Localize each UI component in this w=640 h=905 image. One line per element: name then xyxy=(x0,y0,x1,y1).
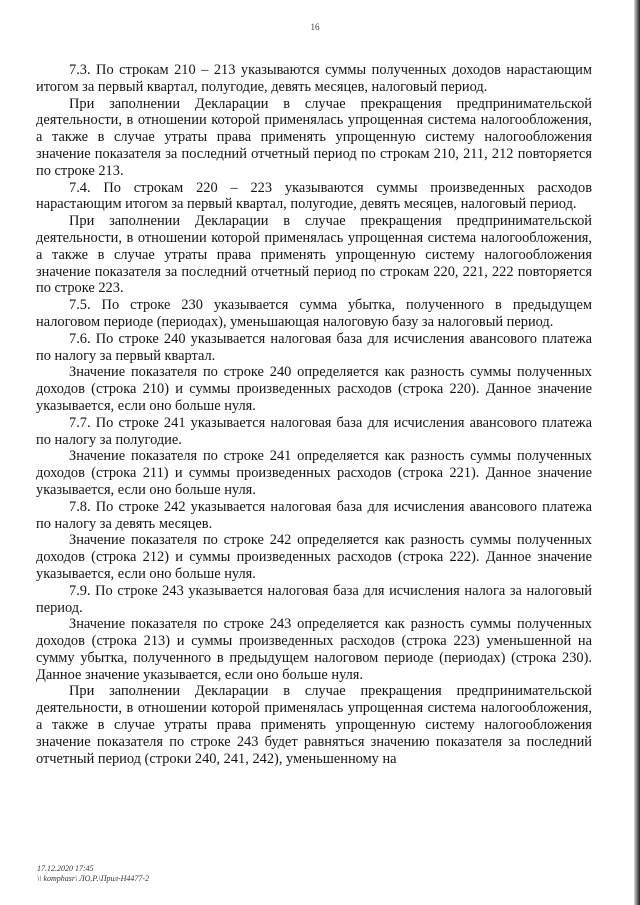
document-body xyxy=(36,62,592,767)
paragraph-7-6-value: Значение показателя по строке 240 определяется как разность суммы полученных доходов (строка 210) и суммы произведенных расходов (строка 220). Данное значение указывается, если оно больше нуля. xyxy=(36,364,592,414)
paragraph-7-7: 7.7. По строке 241 указывается налоговая база для исчисления авансового платежа по налогу за полугодие. xyxy=(36,414,592,448)
paragraph-7-9-value: Значение показателя по строке 243 определяется как разность суммы полученных доходов (строка 213) и суммы произведенных расходов (строка 223) уменьшенной на сумму убытка, полученного в предыдущем налоговом периоде (периодах) (строка 230). Данное значение указывается, если оно больше нуля. xyxy=(36,616,592,683)
paragraph-7-4: 7.4. По строкам 220 – 223 указываются суммы произведенных расходов нарастающим итогом за первый квартал, полугодие, девять месяцев, налоговый период. xyxy=(36,179,592,213)
paragraph-7-7-value: Значение показателя по строке 241 определяется как разность суммы полученных доходов (строка 211) и суммы произведенных расходов (строка 221). Данное значение указывается, если оно больше нуля. xyxy=(36,448,592,498)
paragraph-7-5: 7.5. По строке 230 указывается сумма убытка, полученного в предыдущем налоговом периоде (периодах), уменьшающая налоговую базу за налоговый период. xyxy=(36,297,592,330)
footer-timestamp: 17.12.2020 17:45 xyxy=(37,864,94,873)
paragraph-7-9-termination: При заполнении Декларации в случае прекращения предпринимательской деятельности, в отношении которой применялась упрощенная система налогообложения, а также в случае утраты права применять упрощенную систему налогообложения значение показателя по строке 243 будет равняться значению показателя за последний отчетный период (строки 240, 241, 242), уменьшенному на xyxy=(36,683,592,767)
paragraph-7-4-termination: При заполнении Декларации в случае прекращения предпринимательской деятельности, в отношении которой применялась упрощенная система налогообложения, а также в случае утраты права применять упрощенную систему налогообложения значение показателя за последний отчетный период по строкам 220, 221, 222 повторяется по строке 223. xyxy=(36,213,592,297)
paragraph-7-3-termination: При заполнении Декларации в случае прекращения предпринимательской деятельности, в отношении которой применялась упрощенная система налогообложения, а также в случае утраты права применять упрощенную систему налогообложения значение показателя за последний отчетный период по строкам 210, 211, 212 повторяется по строке 213. xyxy=(36,95,592,179)
footer-doc-ref: \\ komphasr\ ЛО.Р.\Прил-Н4477-2 xyxy=(37,874,150,883)
footer xyxy=(37,864,149,884)
paragraph-7-3: 7.3. По строкам 210 – 213 указываются суммы полученных доходов нарастающим итогом за первый квартал, полугодие, девять месяцев, налоговый период. xyxy=(36,62,592,95)
scan-edge xyxy=(634,0,640,905)
page-number: 16 xyxy=(310,22,320,32)
paragraph-7-8-value: Значение показателя по строке 242 определяется как разность суммы полученных доходов (строка 212) и суммы произведенных расходов (строка 222). Данное значение указывается, если оно больше нуля. xyxy=(36,532,592,582)
paragraph-7-9: 7.9. По строке 243 указывается налоговая база для исчисления налога за налоговый период. xyxy=(36,582,592,616)
paragraph-7-6: 7.6. По строке 240 указывается налоговая база для исчисления авансового платежа по налогу за первый квартал. xyxy=(36,330,592,364)
paragraph-7-8: 7.8. По строке 242 указывается налоговая база для исчисления авансового платежа по налогу за девять месяцев. xyxy=(36,498,592,532)
